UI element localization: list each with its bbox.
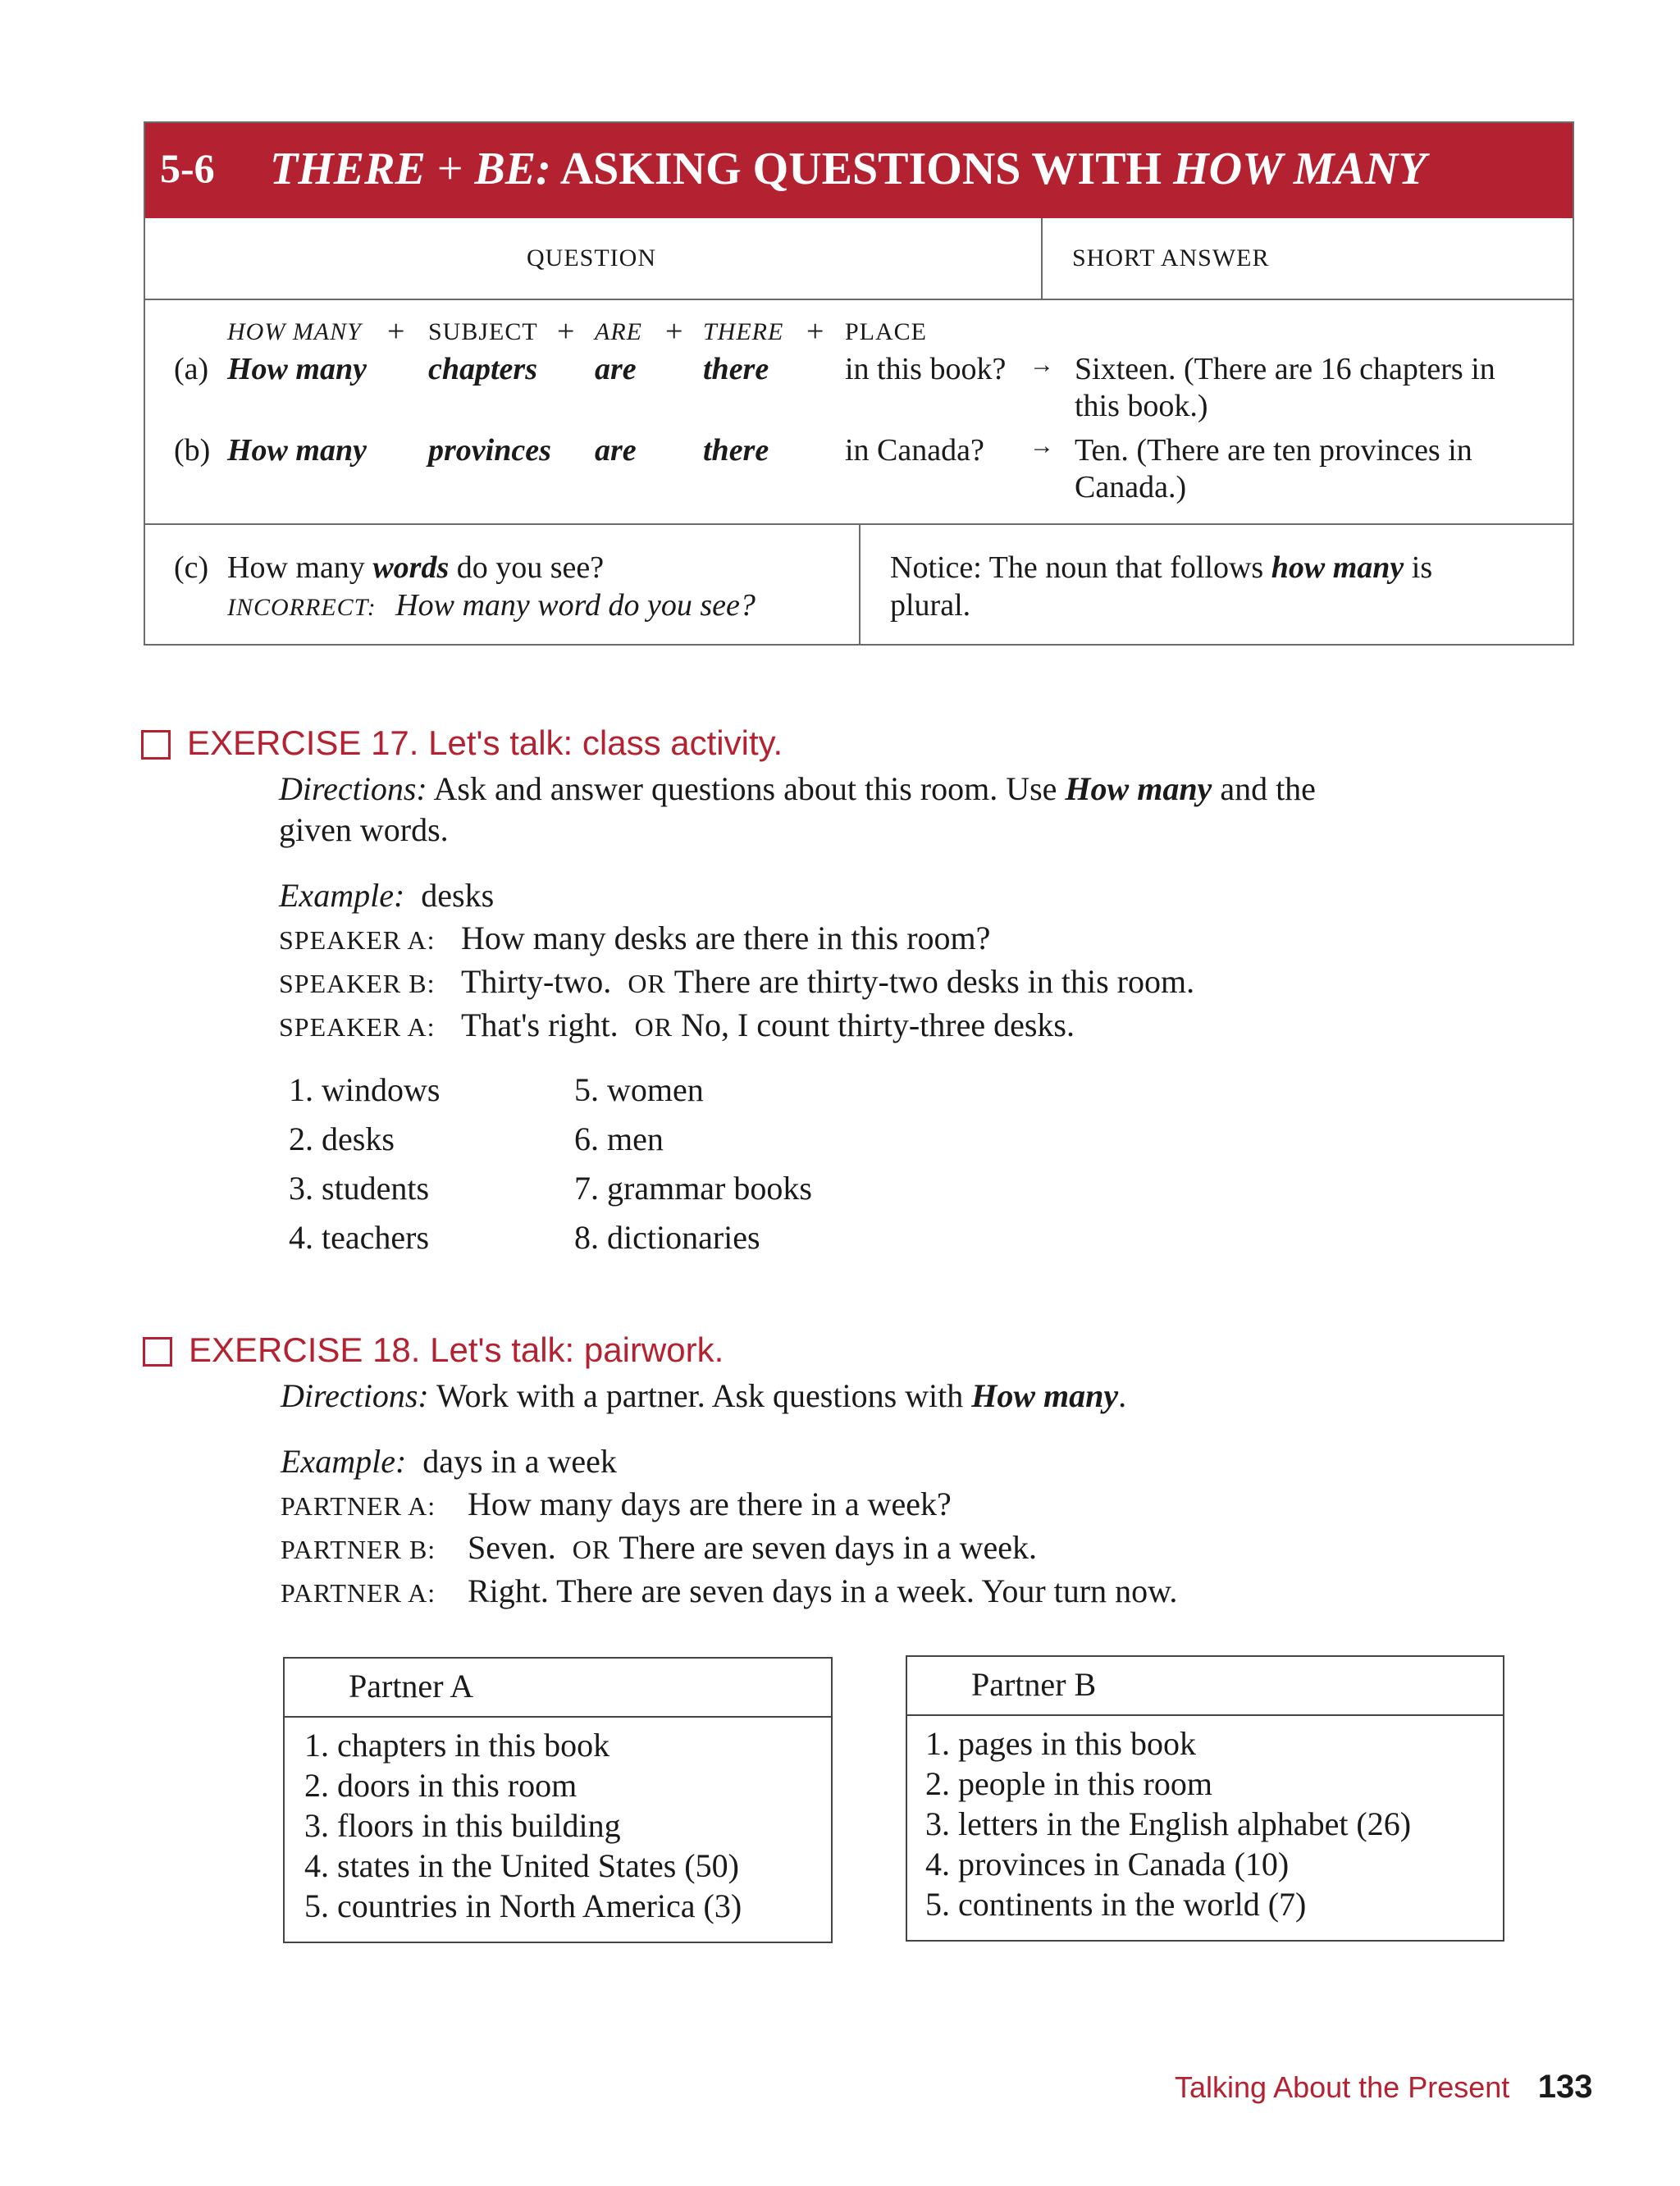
row-answer: Sixteen. (There are 16 chapters in [1075,352,1495,386]
notice-line2: plural. [890,588,971,623]
example-word: days in a week [422,1443,617,1480]
partner-b-box [906,1655,1504,1942]
row-answer-cont: Canada.) [1075,470,1187,504]
directions-label: Directions: [281,1377,429,1414]
chart-title-plus: + [436,144,463,194]
list-item: 6. men [574,1120,664,1157]
list-item: 2. desks [289,1120,395,1157]
row-how-many: How many [227,433,367,468]
incorrect-label: INCORRECT: [227,594,377,621]
partner-a-title: Partner A [349,1668,474,1705]
directions-label: Directions: [279,770,427,807]
chart-title-there: THERE [270,144,426,194]
chart-title-how-many: HOW MANY [1173,144,1427,194]
or-label: OR [628,969,666,998]
row-label: (a) [174,352,209,386]
speaker-label: SPEAKER A: [279,1012,436,1042]
dialog-line [281,1528,1037,1567]
dialog-text-2: There are seven days in a week. [619,1529,1037,1566]
dialog-text: Thirty-two. [461,963,612,1000]
dialog-line [279,1006,1075,1044]
chart-title-main: ASKING QUESTIONS WITH [559,144,1162,194]
directions-bold: How many [1065,770,1212,807]
footer-section-title: Talking About the Present [1175,2070,1510,2104]
exercise-17-title: EXERCISE 17. Let's talk: class activity. [187,723,783,762]
or-label: OR [634,1012,673,1042]
dialog-text: How many desks are there in this room? [461,920,991,956]
chart-title [270,143,1427,195]
dialog-text: That's right. [461,1006,619,1043]
pattern-plus: + [806,314,824,349]
chart-number: 5-6 [160,145,215,191]
directions-line2: given words. [279,811,449,848]
list-item: 4. states in the United States (50) [304,1847,739,1884]
row-answer: Ten. (There are ten provinces in [1075,433,1472,468]
directions-text: Ask and answer questions about this room. Use [433,770,1057,807]
exercise-18-example [281,1442,617,1481]
list-item: 5. countries in North America (3) [304,1887,742,1924]
row-there: there [703,433,769,468]
page-number: 133 [1537,2069,1593,2105]
row-are: are [595,352,637,386]
dialog-line [281,1572,1177,1610]
row-c-incorrect [227,587,756,623]
checkbox-icon[interactable] [141,730,171,760]
row-c-pre: How many [227,550,365,585]
pattern-subject: SUBJECT [428,318,538,345]
chart-title-be: BE: [474,144,551,194]
pattern-how-many: HOW MANY [227,318,362,345]
exercise-17-directions [279,769,1316,808]
pattern-there: THERE [703,318,784,345]
pattern-plus: + [557,314,575,349]
directions-end: . [1118,1377,1127,1414]
exercise-18-directions [281,1376,1126,1415]
row-c-sentence [227,550,604,586]
list-item: 1. pages in this book [925,1725,1196,1762]
exercise-18-title: EXERCISE 18. Let's talk: pairwork. [189,1330,724,1369]
notice-text [890,550,1432,586]
pattern-plus: + [665,314,683,349]
speaker-label: SPEAKER A: [279,925,436,955]
dialog-line [281,1485,952,1523]
or-label: OR [572,1535,611,1564]
grammar-chart [144,121,1574,646]
row-there: there [703,352,769,386]
row-place: in this book? [845,352,1007,386]
partner-b-title: Partner B [971,1666,1097,1703]
speaker-label: PARTNER B: [281,1535,436,1564]
list-item: 4. teachers [289,1219,430,1256]
notice-bold: how many [1271,550,1404,585]
row-how-many: How many [227,352,367,386]
divider-vertical [859,525,861,644]
list-item: 4. provinces in Canada (10) [925,1846,1290,1883]
example-word: desks [421,877,495,914]
list-item: 5. women [574,1071,704,1108]
arrow-icon: → [1029,432,1054,459]
list-item: 1. windows [289,1071,441,1108]
row-answer-cont: this book.) [1075,389,1208,423]
row-place: in Canada? [845,433,984,468]
list-item: 7. grammar books [574,1170,812,1207]
column-header-question-label: QUESTION [527,244,656,272]
dialog-text: Seven. [468,1529,556,1566]
pattern-plus: + [387,314,405,349]
column-header-answer-label: SHORT ANSWER [1072,244,1270,272]
dialog-line [279,962,1194,1001]
partner-b-header [907,1657,1503,1716]
page-footer [1175,2069,1592,2106]
list-item: 5. continents in the world (7) [925,1886,1307,1923]
dialog-text: How many days are there in a week? [468,1485,952,1522]
directions-bold: How many [971,1377,1119,1414]
list-item: 3. floors in this building [304,1807,621,1844]
row-subject: provinces [428,433,551,468]
example-label: Example: [279,877,405,914]
row-label: (c) [174,550,209,585]
dialog-text-2: No, I count thirty-three desks. [681,1006,1075,1043]
speaker-label: PARTNER A: [281,1578,436,1608]
directions-text: Work with a partner. Ask questions with [436,1377,964,1414]
list-item: 3. letters in the English alphabet (26) [925,1805,1412,1842]
list-item: 2. people in this room [925,1765,1212,1802]
row-subject: chapters [428,352,537,386]
checkbox-icon[interactable] [143,1337,172,1367]
pattern-place: PLACE [845,318,928,345]
speaker-label: PARTNER A: [281,1491,436,1521]
column-header-question [145,218,1043,299]
pattern-are: ARE [595,318,642,345]
dialog-text: Right. There are seven days in a week. Your turn now. [468,1572,1178,1609]
notice-pre: Notice: The noun that follows [890,550,1264,585]
list-item: 8. dictionaries [574,1219,760,1256]
partner-a-box [283,1657,833,1943]
row-c-post: do you see? [456,550,605,585]
notice-post: is [1411,550,1433,585]
dialog-line [279,919,990,957]
row-c-word: words [372,550,450,585]
row-label: (b) [174,433,211,468]
speaker-label: SPEAKER B: [279,969,436,998]
incorrect-sentence: How many word do you see? [395,588,756,623]
example-label: Example: [281,1443,407,1480]
arrow-icon: → [1029,351,1054,378]
dialog-text-2: There are thirty-two desks in this room. [673,963,1195,1000]
column-header-answer [1043,218,1573,299]
partner-a-header [285,1659,831,1718]
divider-line [145,299,1573,300]
list-item: 2. doors in this room [304,1767,578,1804]
exercise-17-example [279,876,494,915]
chart-header [145,123,1573,218]
list-item: 1. chapters in this book [304,1727,610,1764]
row-are: are [595,433,637,468]
list-item: 3. students [289,1170,430,1207]
directions-end: and the [1220,770,1316,807]
